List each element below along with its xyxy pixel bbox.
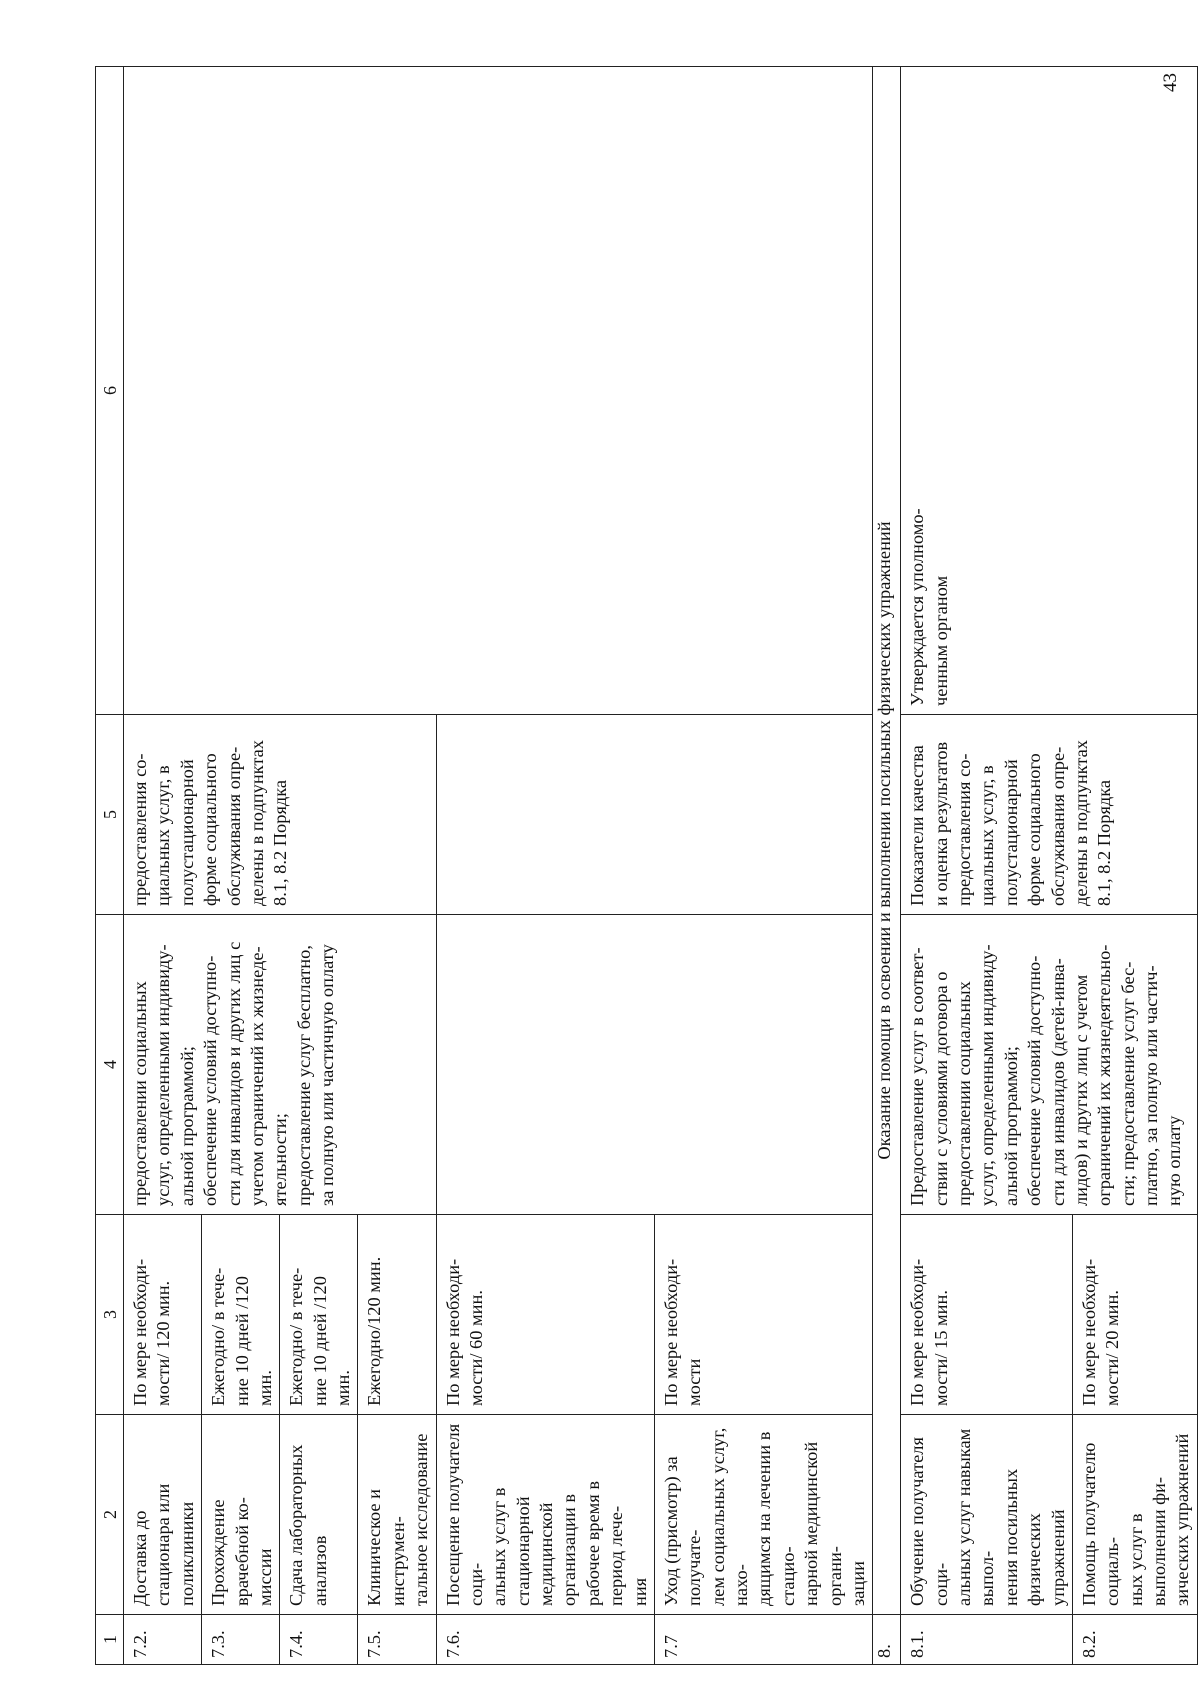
row-number: 7.3. bbox=[202, 1615, 280, 1665]
service-period: Ежегодно/120 мин. bbox=[358, 1215, 436, 1415]
row-number: 8.1. bbox=[901, 1615, 1073, 1665]
column-header-2: 2 bbox=[96, 1415, 124, 1615]
tariff-note: Утверждается уполномо- ченным органом bbox=[901, 67, 1198, 715]
empty-cell bbox=[436, 715, 873, 915]
service-name: Прохождение врачебной ко- миссии bbox=[202, 1415, 280, 1615]
tariff-cell bbox=[124, 67, 873, 715]
service-name: Доставка до стационара или поликлиники bbox=[124, 1415, 202, 1615]
service-name: Обучение получателя соци- альных услуг навыкам выпол- нения посильных физических упражнений bbox=[901, 1415, 1073, 1615]
service-conditions: Предоставление услуг в соответ- ствии с условиями договора о предоставлении социальных услуг, определенными индивиду- альной программой; обеспечение условий доступно- сти для инвалидов (детей-инва- лидов) и других лиц с учетом ограничений их жизнедеятельно- сти; предоставление услуг бес- платно, за полную или частич- ную оплату bbox=[901, 915, 1198, 1215]
service-period: Ежегодно/ в тече- ние 10 дней /120 мин. bbox=[202, 1215, 280, 1415]
quality-indicators: предоставления со- циальных услуг, в полустационарной форме социального обслуживания опре- делены в подпунктах 8.1, 8.2 Порядка bbox=[124, 715, 437, 915]
section-title: Оказание помощи в освоении и выполнении посильных физических упражнений bbox=[873, 67, 901, 1615]
service-period: По мере необходи- мости/ 120 мин. bbox=[124, 1215, 202, 1415]
page-number: 43 bbox=[1160, 73, 1181, 92]
service-period: По мере необходи- мости bbox=[654, 1215, 872, 1415]
row-number: 8.2. bbox=[1072, 1615, 1197, 1665]
service-name: Посещение получателя соци- альных услуг в стационарной медицинской организации в рабочее время в период лече- ния bbox=[436, 1415, 654, 1615]
service-name: Уход (присмотр) за получате- лем социальных услуг, нахо- дящимся на лечении в стацио- нарной медицинской органи- зации bbox=[654, 1415, 872, 1615]
service-period: По мере необходи- мости/ 60 мин. bbox=[436, 1215, 654, 1415]
service-name: Сдача лабораторных анализов bbox=[280, 1415, 358, 1615]
services-table bbox=[95, 66, 1198, 1665]
table-row bbox=[901, 67, 1073, 1665]
section-number: 8. bbox=[873, 1615, 901, 1665]
header-row bbox=[96, 67, 124, 1665]
service-period: По мере необходи- мости/ 15 мин. bbox=[901, 1215, 1073, 1415]
row-number: 7.5. bbox=[358, 1615, 436, 1665]
service-conditions: предоставлении социальных услуг, определенными индивиду- альной программой; обеспечение условий доступно- сти для инвалидов и других лиц с учетом ограничений их жизнеде- ятельности; предоставление услуг бесплатно, за полную или частичную оплату bbox=[124, 915, 437, 1215]
column-header-6: 6 bbox=[96, 67, 124, 715]
section-row bbox=[873, 67, 901, 1665]
column-header-4: 4 bbox=[96, 915, 124, 1215]
service-name: Помощь получателю социаль- ных услуг в выполнении фи- зических упражнений bbox=[1072, 1415, 1197, 1615]
row-number: 7.2. bbox=[124, 1615, 202, 1665]
column-header-1: 1 bbox=[96, 1615, 124, 1665]
service-period: Ежегодно/ в тече- ние 10 дней /120 мин. bbox=[280, 1215, 358, 1415]
row-number: 7.6. bbox=[436, 1615, 654, 1665]
quality-indicators: Показатели качества и оценка результатов предоставления со- циальных услуг, в полустационарной форме социального обслуживания опре- делены в подпунктах 8.1, 8.2 Порядка bbox=[901, 715, 1198, 915]
column-header-5: 5 bbox=[96, 715, 124, 915]
table-row bbox=[124, 67, 202, 1665]
column-header-3: 3 bbox=[96, 1215, 124, 1415]
row-number: 7.7 bbox=[654, 1615, 872, 1665]
empty-cell bbox=[436, 915, 873, 1215]
service-period: По мере необходи- мости/ 20 мин. bbox=[1072, 1215, 1197, 1415]
row-number: 7.4. bbox=[280, 1615, 358, 1665]
service-name: Клиническое и инструмен- тальное исследование bbox=[358, 1415, 436, 1615]
